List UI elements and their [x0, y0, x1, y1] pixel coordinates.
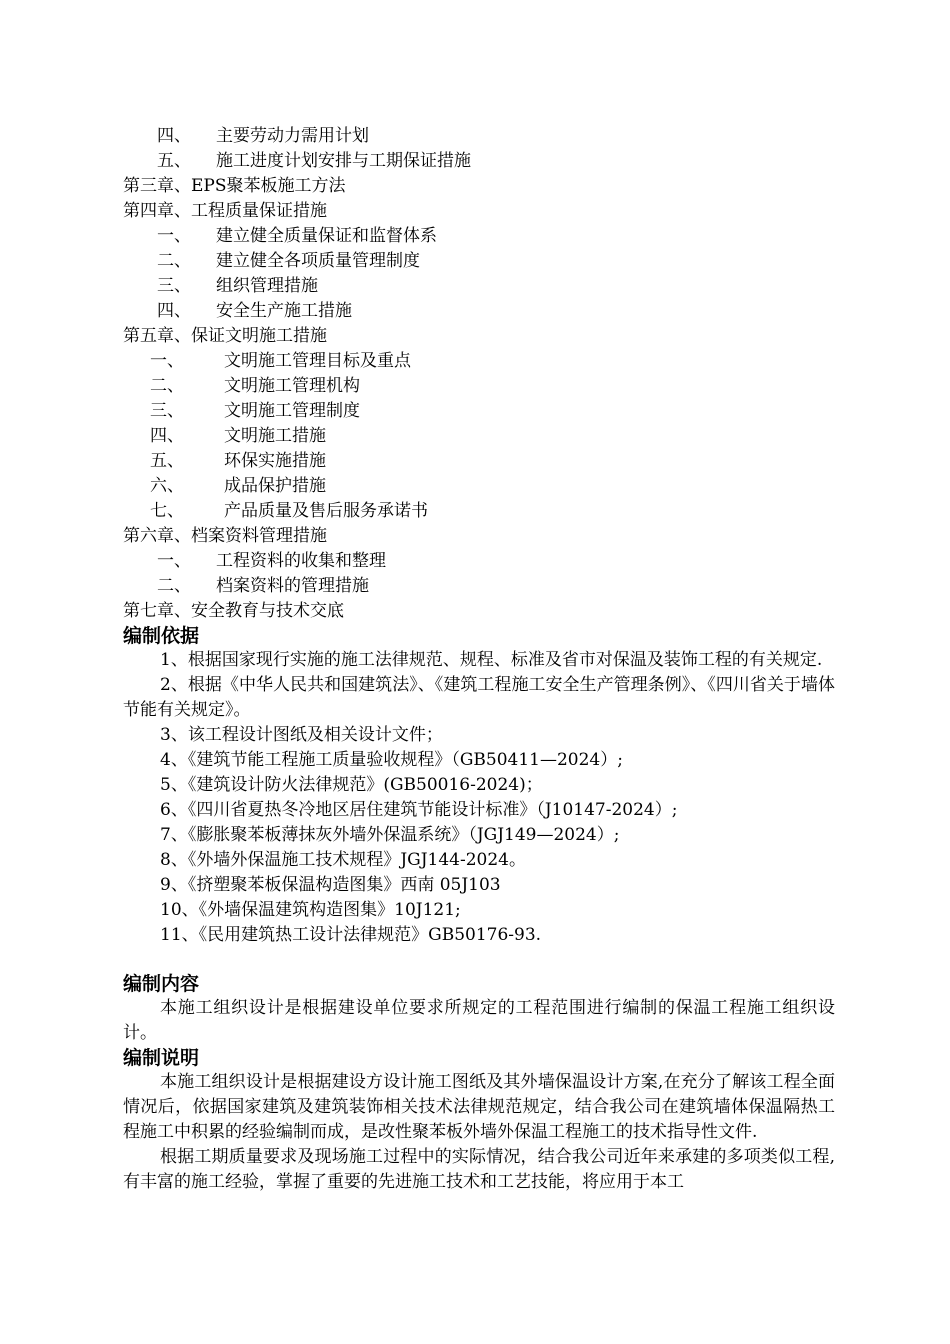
basis-item: 10、《外墙保温建筑构造图集》10J121; — [160, 900, 461, 920]
basis-item: 11、《民用建筑热工设计法律规范》GB50176-93. — [160, 925, 542, 945]
toc-entry-number: 一、 — [150, 351, 184, 371]
toc-entry-text: 文明施工管理机构 — [224, 376, 360, 396]
basis-item: 9、《挤塑聚苯板保温构造图集》西南 05J103 — [160, 875, 501, 895]
toc-entry-text: 工程资料的收集和整理 — [216, 551, 386, 571]
toc-entry-number: 七、 — [150, 501, 184, 521]
basis-item: 6、《四川省夏热冬冷地区居住建筑节能设计标准》（J10147-2024）; — [160, 800, 678, 820]
toc-chapter-text: 第三章、EPS聚苯板施工方法 — [123, 176, 346, 196]
section-heading-content: 编制内容 — [123, 973, 200, 995]
content-paragraph: 本施工组织设计是根据建设单位要求所规定的工程范围进行编制的保温工程施工组织设计。 — [123, 998, 835, 1043]
basis-item: 2、根据《中华人民共和国建筑法》、《建筑工程施工安全生产管理条例》、《四川省关于墙体节能有关规定》。 — [123, 675, 835, 720]
toc-chapter-text: 第五章、保证文明施工措施 — [123, 326, 327, 346]
toc-chapter-text: 第六章、档案资料管理措施 — [123, 526, 327, 546]
content-body — [123, 996, 835, 1046]
toc-entry-number: 二、 — [150, 376, 184, 396]
toc-entry-text: 安全生产施工措施 — [216, 301, 352, 321]
toc-entry-text: 文明施工措施 — [224, 426, 326, 446]
toc-entry-number: 二、 — [157, 576, 191, 596]
basis-item: 8、《外墙外保温施工技术规程》JGJ144-2024。 — [160, 850, 526, 870]
toc-entry-text: 建立健全各项质量管理制度 — [216, 251, 420, 271]
toc-chapter-text: 第七章、安全教育与技术交底 — [123, 601, 344, 621]
notes-paragraph: 根据工期质量要求及现场施工过程中的实际情况，结合我公司近年来承建的多项类似工程,有丰富的施工经验，掌握了重要的先进施工技术和工艺技能，将应用于本工 — [123, 1147, 835, 1192]
toc-entry-text: 档案资料的管理措施 — [216, 576, 369, 596]
toc-entry-number: 五、 — [150, 451, 184, 471]
basis-item: 3、该工程设计图纸及相关设计文件； — [160, 725, 443, 745]
notes-paragraph: 本施工组织设计是根据建设方设计施工图纸及其外墙保温设计方案,在充分了解该工程全面情况后，依据国家建筑及建筑装饰相关技术法律规范规定，结合我公司在建筑墙体保温隔热工程施工中积累的经验编制而成，是改性聚苯板外墙外保温工程施工的技术指导性文件. — [123, 1072, 835, 1142]
basis-item: 4、《建筑节能工程施工质量验收规程》（GB50411—2024）; — [160, 750, 623, 770]
toc-entry-number: 三、 — [150, 401, 184, 421]
toc-entry-number: 一、 — [157, 226, 191, 246]
toc-entry-number: 三、 — [157, 276, 191, 296]
toc-entry-text: 主要劳动力需用计划 — [216, 126, 369, 146]
section-heading-basis: 编制依据 — [123, 625, 200, 647]
basis-list — [123, 648, 835, 948]
toc-entry-text: 组织管理措施 — [216, 276, 318, 296]
basis-item: 5、《建筑设计防火法律规范》(GB50016-2024)； — [160, 775, 543, 795]
toc-entry-number: 六、 — [150, 476, 184, 496]
section-heading-notes: 编制说明 — [123, 1047, 200, 1069]
toc-entry-number: 四、 — [157, 301, 191, 321]
basis-item: 1、根据国家现行实施的施工法律规范、规程、标准及省市对保温及装饰工程的有关规定. — [160, 650, 823, 670]
toc-entry-number: 二、 — [157, 251, 191, 271]
toc-entry-text: 文明施工管理目标及重点 — [224, 351, 411, 371]
toc-entry-number: 一、 — [157, 551, 191, 571]
basis-item: 7、《膨胀聚苯板薄抹灰外墙外保温系统》（JGJ149—2024）; — [160, 825, 620, 845]
notes-body — [123, 1070, 835, 1195]
toc-chapter-text: 第四章、工程质量保证措施 — [123, 201, 327, 221]
toc-entry-text: 施工进度计划安排与工期保证措施 — [216, 151, 471, 171]
toc-entry-text: 产品质量及售后服务承诺书 — [224, 501, 428, 521]
toc-entry-text: 文明施工管理制度 — [224, 401, 360, 421]
toc-entry-text: 建立健全质量保证和监督体系 — [216, 226, 437, 246]
toc-entry-number: 五、 — [157, 151, 191, 171]
toc-entry-number: 四、 — [157, 126, 191, 146]
toc-entry-text: 成品保护措施 — [224, 476, 326, 496]
toc-entry-number: 四、 — [150, 426, 184, 446]
toc-entry-text: 环保实施措施 — [224, 451, 326, 471]
